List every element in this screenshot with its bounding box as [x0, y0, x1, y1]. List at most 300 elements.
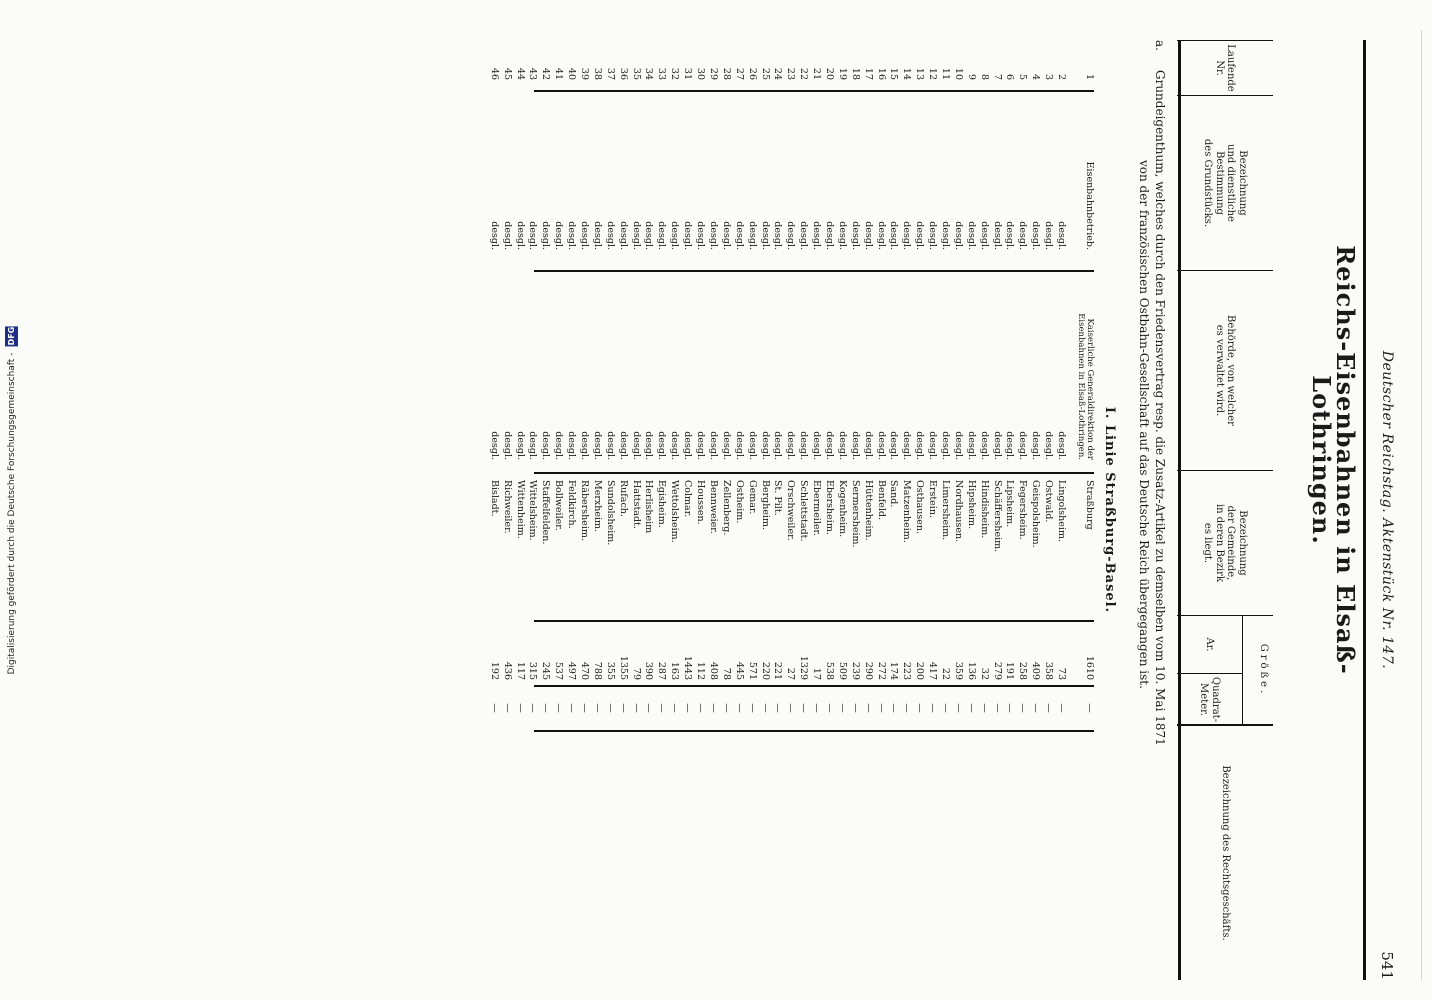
row-bezeichnung: desgl. — [875, 221, 887, 250]
row-quadratmeter: — — [1056, 703, 1067, 713]
dfg-logo: DFG — [6, 326, 16, 346]
row-ar: 1443 — [682, 655, 694, 680]
table-row — [770, 40, 783, 980]
row-number: 25 — [759, 67, 771, 80]
row-gemeinde: Sand. — [888, 480, 900, 508]
table-row — [1002, 40, 1015, 980]
table-row — [512, 40, 525, 980]
row-quadratmeter: — — [1017, 703, 1029, 713]
table-row — [718, 40, 731, 980]
row-gemeinde: Egisheim. — [656, 480, 668, 528]
row-ar: 191 — [1004, 661, 1016, 680]
row-behoerde: desgl. — [630, 431, 642, 460]
row-bezeichnung: desgl. — [604, 221, 616, 250]
table-row — [937, 40, 950, 980]
row-bezeichnung: desgl. — [939, 221, 951, 250]
row-quadratmeter: — — [617, 703, 629, 713]
row-gemeinde: Houssen. — [695, 480, 707, 525]
row-number: 43 — [527, 67, 539, 80]
row-number: 35 — [630, 67, 642, 80]
page-edge-line — [1421, 30, 1422, 980]
row-quadratmeter: — — [488, 703, 500, 713]
row-quadratmeter: — — [978, 703, 990, 713]
row-number: 31 — [682, 67, 694, 80]
row-bezeichnung: desgl. — [927, 221, 939, 250]
row-number: 22 — [798, 67, 810, 80]
row-number: 29 — [707, 67, 719, 80]
row-ar: 78 — [720, 667, 732, 680]
row-behoerde: desgl. — [888, 431, 900, 460]
row-ar: 287 — [656, 661, 668, 680]
row-gemeinde: Wettolsheim. — [669, 480, 681, 543]
row-ar: 1610 — [1084, 655, 1095, 680]
row-bezeichnung: desgl. — [849, 221, 861, 250]
row-number: 10 — [952, 67, 964, 80]
row-gemeinde: Orschweiler. — [785, 480, 797, 541]
header-quadratmeter: Quadrat- Meter. — [1177, 673, 1243, 725]
intro-label: a. — [1153, 40, 1167, 51]
row-bezeichnung: Eisenbahnbetrieb. — [1084, 161, 1095, 250]
row-behoerde: desgl. — [849, 431, 861, 460]
table-header — [1178, 40, 1366, 980]
row-behoerde: desgl. — [823, 431, 835, 460]
row-behoerde: desgl. — [707, 431, 719, 460]
row-bezeichnung: desgl. — [901, 221, 913, 250]
row-quadratmeter: — — [927, 703, 939, 713]
row-quadratmeter: — — [823, 703, 835, 713]
table-row — [782, 40, 795, 980]
row-bezeichnung: desgl. — [695, 221, 707, 250]
row-quadratmeter: — — [914, 703, 926, 713]
row-ar: 22 — [939, 667, 951, 680]
row-gemeinde: Feldkirch. — [566, 480, 578, 529]
row-behoerde: desgl. — [488, 431, 500, 460]
intro-line-1: Grundeigenthum, welches durch den Friedensvertrag resp. die Zusatz-Artikel zu demselben vom 10. Mai 1871 — [1153, 70, 1167, 746]
row-ar: 245 — [540, 661, 552, 680]
row-behoerde: desgl. — [811, 431, 823, 460]
row-bezeichnung: desgl. — [785, 221, 797, 250]
row-gemeinde: Straßburg — [1084, 480, 1095, 530]
row-bezeichnung: desgl. — [579, 221, 591, 250]
row-quadratmeter: — — [604, 703, 616, 713]
table-row — [744, 40, 757, 980]
row-gemeinde: Merxheim. — [591, 480, 603, 533]
table-row — [1027, 40, 1040, 980]
row-behoerde: desgl. — [875, 431, 887, 460]
row-quadratmeter: — — [991, 703, 1003, 713]
table-row — [847, 40, 860, 980]
row-gemeinde: Matzenheim. — [901, 480, 913, 543]
row-bezeichnung: desgl. — [759, 221, 771, 250]
row-bezeichnung: desgl. — [914, 221, 926, 250]
table-row — [692, 40, 705, 980]
row-behoerde: desgl. — [785, 431, 797, 460]
row-number: 19 — [836, 67, 848, 80]
row-gemeinde: Hattstadt. — [630, 480, 642, 529]
row-quadratmeter: — — [682, 703, 694, 713]
row-bezeichnung: desgl. — [656, 221, 668, 250]
table-row — [898, 40, 911, 980]
row-ar: 27 — [785, 667, 797, 680]
row-quadratmeter: — — [669, 703, 681, 713]
header-behoerde: Behörde, von welcher es verwaltet wird. — [1177, 270, 1273, 470]
row-number: 11 — [939, 67, 951, 80]
row-gemeinde: Räbersheim. — [579, 480, 591, 541]
row-bezeichnung: desgl. — [1043, 221, 1055, 250]
row-number: 12 — [927, 67, 939, 80]
header-rechtsgeschaeft: Bezeichnung des Rechtsgeschäfts. — [1177, 725, 1273, 980]
header-laufende-nr: Laufende Nr. — [1177, 40, 1273, 95]
row-number: 15 — [888, 67, 900, 80]
row-quadratmeter: — — [746, 703, 758, 713]
row-number: 17 — [862, 67, 874, 80]
row-ar: 445 — [733, 661, 745, 680]
intro-paragraph — [1136, 40, 1168, 980]
row-quadratmeter: — — [875, 703, 887, 713]
table-row — [537, 40, 550, 980]
row-number: 37 — [604, 67, 616, 80]
row-bezeichnung: desgl. — [823, 221, 835, 250]
row-quadratmeter: — — [862, 703, 874, 713]
row-behoerde: desgl. — [591, 431, 603, 460]
row-ar: 788 — [591, 661, 603, 680]
row-bezeichnung: desgl. — [682, 221, 694, 250]
table-row — [641, 40, 654, 980]
table-row — [808, 40, 821, 980]
row-behoerde: desgl. — [901, 431, 913, 460]
row-gemeinde: Wittenheim. — [514, 480, 526, 539]
row-ar: 436 — [501, 661, 513, 680]
row-quadratmeter: — — [939, 703, 951, 713]
row-ar: 136 — [965, 661, 977, 680]
row-quadratmeter: — — [695, 703, 707, 713]
row-quadratmeter: — — [579, 703, 591, 713]
row-ar: 537 — [553, 661, 565, 680]
row-bezeichnung: desgl. — [501, 221, 513, 250]
row-number: 32 — [669, 67, 681, 80]
row-gemeinde: Geispolsheim. — [1030, 480, 1042, 548]
row-bezeichnung: desgl. — [591, 221, 603, 250]
row-bezeichnung: desgl. — [707, 221, 719, 250]
row-gemeinde: Ostwald. — [1043, 480, 1055, 523]
row-number: 3 — [1043, 73, 1055, 80]
row-gemeinde: Hipsheim. — [965, 480, 977, 530]
row-number: 45 — [501, 67, 513, 80]
table-row — [924, 40, 937, 980]
row-quadratmeter: — — [1004, 703, 1016, 713]
row-gemeinde: Fegersheim. — [1017, 480, 1029, 540]
row-behoerde: desgl. — [669, 431, 681, 460]
row-quadratmeter: — — [836, 703, 848, 713]
row-number: 1 — [1084, 73, 1095, 80]
table-row — [911, 40, 924, 980]
page-number: 541 — [1378, 951, 1396, 980]
table-row — [602, 40, 615, 980]
table-row — [550, 40, 563, 980]
row-bezeichnung: desgl. — [978, 221, 990, 250]
row-number: 9 — [965, 73, 977, 80]
row-ar: 279 — [991, 661, 1003, 680]
table-row — [525, 40, 538, 980]
row-bezeichnung: desgl. — [965, 221, 977, 250]
row-ar: 223 — [901, 661, 913, 680]
row-behoerde: desgl. — [759, 431, 771, 460]
table-row — [731, 40, 744, 980]
digitization-note — [0, 0, 22, 1000]
row-quadratmeter: — — [566, 703, 578, 713]
row-ar: 239 — [849, 661, 861, 680]
row-ar: 538 — [823, 661, 835, 680]
row-quadratmeter: — — [501, 703, 513, 713]
row-behoerde: desgl. — [527, 431, 539, 460]
row-bezeichnung: desgl. — [862, 221, 874, 250]
row-gemeinde: Herlisheim — [643, 480, 655, 534]
row-bezeichnung: desgl. — [720, 221, 732, 250]
row-bezeichnung: desgl. — [553, 221, 565, 250]
table-row — [589, 40, 602, 980]
row-behoerde: desgl. — [1004, 431, 1016, 460]
row-ar: 409 — [1030, 661, 1042, 680]
row-quadratmeter: — — [1030, 703, 1042, 713]
table-row — [666, 40, 679, 980]
table-row — [486, 40, 499, 980]
row-number: 18 — [849, 67, 861, 80]
row-gemeinde: Bergheim. — [759, 480, 771, 531]
row-gemeinde: Kogenheim. — [836, 480, 848, 538]
row-ar: 358 — [1043, 661, 1055, 680]
row-number: 14 — [901, 67, 913, 80]
row-behoerde: desgl. — [695, 431, 707, 460]
row-ar: 174 — [888, 661, 900, 680]
row-quadratmeter: — — [656, 703, 668, 713]
row-ar: 112 — [695, 661, 707, 680]
row-bezeichnung: desgl. — [630, 221, 642, 250]
row-behoerde: desgl. — [720, 431, 732, 460]
row-behoerde: desgl. — [862, 431, 874, 460]
row-quadratmeter: — — [965, 703, 977, 713]
row-number: 42 — [540, 67, 552, 80]
row-bezeichnung: desgl. — [733, 221, 745, 250]
table-row — [976, 40, 989, 980]
row-gemeinde: Bollweiler. — [553, 480, 565, 531]
section-title: I. Linie Straßburg-Basel. — [1102, 406, 1117, 614]
row-bezeichnung: desgl. — [488, 221, 500, 250]
row-quadratmeter: — — [888, 703, 900, 713]
table-row — [821, 40, 834, 980]
row-ar: 509 — [836, 661, 848, 680]
table-row — [1066, 40, 1094, 980]
row-gemeinde: Ebermeiler. — [811, 480, 823, 537]
row-gemeinde: Hindisheim. — [978, 480, 990, 539]
row-behoerde: desgl. — [1043, 431, 1055, 460]
header-bezeichnung: Bezeichnung und dienstliche Bestimmung des Grundstücks. — [1177, 95, 1273, 270]
row-gemeinde: Ostheim. — [733, 480, 745, 524]
row-quadratmeter: — — [643, 703, 655, 713]
row-number: 5 — [1017, 73, 1029, 80]
row-gemeinde: Schlettstadt. — [798, 480, 810, 542]
row-gemeinde: Osthausen. — [914, 480, 926, 535]
table-row — [628, 40, 641, 980]
row-quadratmeter: — — [952, 703, 964, 713]
row-ar: 192 — [488, 661, 500, 680]
row-bezeichnung: desgl. — [617, 221, 629, 250]
row-quadratmeter: — — [772, 703, 784, 713]
intro-line-2: von der französischen Ostbahn-Gesellschaft auf das Deutsche Reich übergegangen ist. — [1136, 160, 1151, 689]
row-ar: 470 — [579, 661, 591, 680]
row-number: 7 — [991, 73, 1003, 80]
row-behoerde: desgl. — [798, 431, 810, 460]
row-behoerde: desgl. — [1030, 431, 1042, 460]
row-gemeinde: Benfeld. — [875, 480, 887, 520]
row-ar: 200 — [914, 661, 926, 680]
header-groesse-title: Größe. — [1258, 643, 1269, 697]
row-gemeinde: Zellenberg. — [720, 480, 732, 536]
table-row — [860, 40, 873, 980]
row-behoerde: desgl. — [540, 431, 552, 460]
row-ar: 417 — [927, 661, 939, 680]
row-behoerde: desgl. — [604, 431, 616, 460]
row-gemeinde: Schäffersheim. — [991, 480, 1003, 553]
row-behoerde: desgl. — [617, 431, 629, 460]
row-gemeinde: Lingolsheim. — [1056, 480, 1067, 542]
row-quadratmeter: — — [1043, 703, 1055, 713]
row-quadratmeter: — — [707, 703, 719, 713]
row-ar: 79 — [630, 667, 642, 680]
row-quadratmeter: — — [720, 703, 732, 713]
row-bezeichnung: desgl. — [514, 221, 526, 250]
row-bezeichnung: desgl. — [527, 221, 539, 250]
row-bezeichnung: desgl. — [836, 221, 848, 250]
table-row — [654, 40, 667, 980]
row-behoerde: desgl. — [553, 431, 565, 460]
row-ar: 220 — [759, 661, 771, 680]
row-number: 13 — [914, 67, 926, 80]
row-number: 41 — [553, 67, 565, 80]
row-bezeichnung: desgl. — [888, 221, 900, 250]
document-title: Reichs-Eisenbahnen in Elsaß-Lothringen. — [1307, 245, 1360, 675]
row-quadratmeter: — — [811, 703, 823, 713]
row-ar: 73 — [1056, 667, 1067, 680]
row-behoerde: desgl. — [656, 431, 668, 460]
row-number: 36 — [617, 67, 629, 80]
row-gemeinde: Lipsheim. — [1004, 480, 1016, 528]
row-bezeichnung: desgl. — [772, 221, 784, 250]
row-number: 33 — [656, 67, 668, 80]
row-behoerde: desgl. — [836, 431, 848, 460]
running-head — [1374, 40, 1400, 980]
row-ar: 359 — [952, 661, 964, 680]
table-row — [989, 40, 1002, 980]
row-bezeichnung: desgl. — [643, 221, 655, 250]
row-number: 40 — [566, 67, 578, 80]
table-row — [705, 40, 718, 980]
row-bezeichnung: desgl. — [1017, 221, 1029, 250]
row-ar: 221 — [772, 661, 784, 680]
row-gemeinde: Gemar. — [746, 480, 758, 515]
table-row — [795, 40, 808, 980]
row-ar: 497 — [566, 661, 578, 680]
row-gemeinde: Staffelfelden. — [540, 480, 552, 545]
row-ar: 315 — [527, 661, 539, 680]
row-gemeinde: Sundolsheim. — [604, 480, 616, 546]
row-gemeinde: Sermersheim. — [849, 480, 861, 548]
row-quadratmeter: — — [1084, 703, 1095, 713]
header-gemeinde: Bezeichnung der Gemeinde, in deren Bezirk es liegt. — [1177, 470, 1273, 615]
row-behoerde: Kaiserliche Generaldirektion der Eisenbahnen in Elsaß-Lothringen. — [1076, 313, 1095, 460]
row-bezeichnung: desgl. — [991, 221, 1003, 250]
row-number: 16 — [875, 67, 887, 80]
row-quadratmeter: — — [798, 703, 810, 713]
row-ar: 258 — [1017, 661, 1029, 680]
row-number: 26 — [746, 67, 758, 80]
table-row — [963, 40, 976, 980]
row-quadratmeter: — — [527, 703, 539, 713]
table-body — [486, 40, 1094, 980]
row-quadratmeter: — — [553, 703, 565, 713]
row-behoerde: desgl. — [566, 431, 578, 460]
row-behoerde: desgl. — [991, 431, 1003, 460]
row-ar: 408 — [707, 661, 719, 680]
row-bezeichnung: desgl. — [1056, 221, 1067, 250]
row-behoerde: desgl. — [643, 431, 655, 460]
row-ar: 163 — [669, 661, 681, 680]
table-row — [1053, 40, 1066, 980]
row-number: 6 — [1004, 73, 1016, 80]
table-row — [499, 40, 512, 980]
row-quadratmeter: — — [759, 703, 771, 713]
row-number: 23 — [785, 67, 797, 80]
row-behoerde: desgl. — [501, 431, 513, 460]
row-behoerde: desgl. — [939, 431, 951, 460]
row-bezeichnung: desgl. — [540, 221, 552, 250]
row-gemeinde: St. Pilt. — [772, 480, 784, 516]
row-bezeichnung: desgl. — [746, 221, 758, 250]
row-number: 44 — [514, 67, 526, 80]
row-gemeinde: Colmar. — [682, 480, 694, 518]
row-quadratmeter: — — [591, 703, 603, 713]
row-behoerde: desgl. — [682, 431, 694, 460]
row-gemeinde: Wittelsheim. — [527, 480, 539, 541]
row-number: 39 — [579, 67, 591, 80]
row-behoerde: desgl. — [514, 431, 526, 460]
row-number: 21 — [811, 67, 823, 80]
row-gemeinde: Rufach. — [617, 480, 629, 517]
row-quadratmeter: — — [849, 703, 861, 713]
running-head-text: Deutscher Reichstag. Aktenstück Nr. 147. — [1379, 350, 1395, 670]
row-behoerde: desgl. — [772, 431, 784, 460]
row-gemeinde: Hüttenheim. — [862, 480, 874, 541]
row-number: 27 — [733, 67, 745, 80]
row-gemeinde: Nordhausen. — [952, 480, 964, 543]
row-behoerde: desgl. — [914, 431, 926, 460]
table-row — [615, 40, 628, 980]
row-quadratmeter: — — [901, 703, 913, 713]
row-number: 20 — [823, 67, 835, 80]
table-row — [576, 40, 589, 980]
row-bezeichnung: desgl. — [566, 221, 578, 250]
row-bezeichnung: desgl. — [1030, 221, 1042, 250]
row-bezeichnung: desgl. — [1004, 221, 1016, 250]
row-ar: 290 — [862, 661, 874, 680]
row-ar: 390 — [643, 661, 655, 680]
row-ar: 117 — [514, 661, 526, 680]
row-ar: 1355 — [617, 655, 629, 680]
row-ar: 355 — [604, 661, 616, 680]
row-gemeinde: Erstein. — [927, 480, 939, 518]
row-gemeinde: Limersheim. — [939, 480, 951, 541]
row-number: 2 — [1056, 73, 1067, 80]
row-bezeichnung: desgl. — [798, 221, 810, 250]
